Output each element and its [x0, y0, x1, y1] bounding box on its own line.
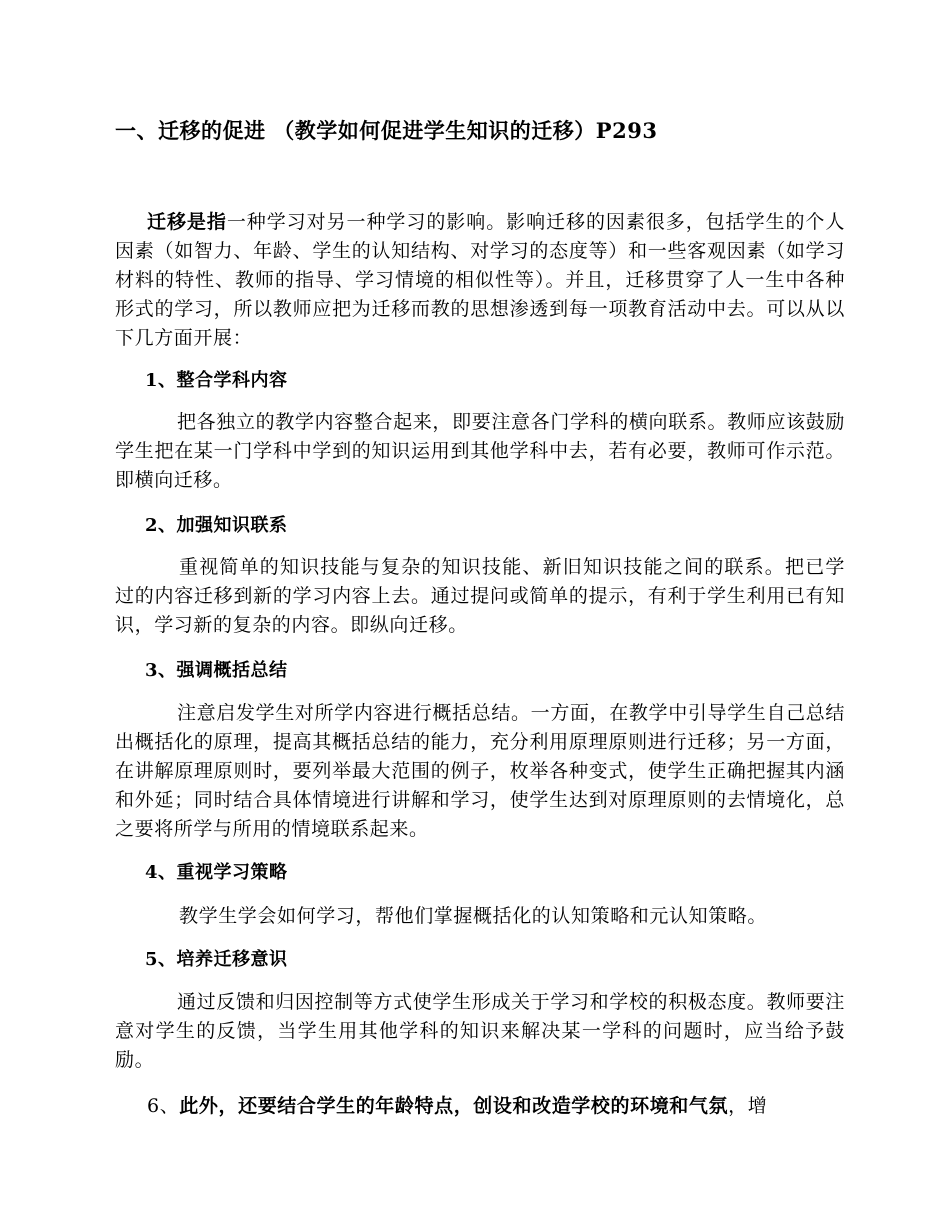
section-heading-3: 3、强调概括总结	[145, 660, 288, 681]
page-title: 一、迁移的促进 （教学如何促进学生知识的迁移）P293	[115, 118, 658, 143]
item-6-bold-text: 此外，还要结合学生的年龄特点，创设和改造学校的环境和气氛	[179, 1095, 729, 1117]
section-body-2: 重视简单的知识技能与复杂的知识技能、新旧知识技能之间的联系。把已学过的内容迁移到新的学习内容上去。通过提问或简单的提示，有利于学生利用已有知识，学习新的复杂的内容。即纵向迁移。	[115, 556, 845, 636]
section-heading-1: 1、整合学科内容	[145, 370, 288, 391]
section-body-5: 通过反馈和归因控制等方式使学生形成关于学习和学校的积极态度。教师要注意对学生的反馈，当学生用其他学科的知识来解决某一学科的问题时，应当给予鼓励。	[115, 991, 845, 1071]
section-body-3: 注意启发学生对所学内容进行概括总结。一方面，在教学中引导学生自己总结出概括化的原理，提高其概括总结的能力，充分利用原理原则进行迁移；另一方面，在讲解原理原则时，要列举最大范围的例子，枚举各种变式，使学生正确把握其内涵和外延；同时结合具体情境进行讲解和学习，使学生达到对原理原则的去情境化，总之要将所学与所用的情境联系起来。	[115, 702, 845, 840]
section-body-1: 把各独立的教学内容整合起来，即要注意各门学科的横向联系。教师应该鼓励学生把在某一门学科中学到的知识运用到其他学科中去，若有必要，教师可作示范。即横向迁移。	[115, 411, 845, 491]
section-heading-2: 2、加强知识联系	[145, 515, 288, 536]
section-heading-5: 5、培养迁移意识	[145, 949, 288, 970]
item-6-tail: ，增	[728, 1095, 768, 1117]
intro-text: 一种学习对另一种学习的影响。影响迁移的因素很多，包括学生的个人因素（如智力、年龄、学生的认知结构、对学习的态度等）和一些客观因素（如学习材料的特性、教师的指导、学习情境的相似性等）。并且，迁移贯穿了人一生中各种形式的学习，所以教师应把为迁移而教的思想渗透到每一项教育活动中去。可以从以下几方面开展：	[115, 211, 845, 349]
section-heading-4: 4、重视学习策略	[145, 862, 288, 883]
item-6-number: 6、	[147, 1095, 180, 1117]
intro-paragraph	[115, 208, 845, 353]
section-body-4: 教学生学会如何学习，帮他们掌握概括化的认知策略和元认知策略。	[179, 905, 768, 927]
item-6-paragraph	[115, 1092, 845, 1121]
intro-lead: 迁移是指	[147, 211, 227, 233]
